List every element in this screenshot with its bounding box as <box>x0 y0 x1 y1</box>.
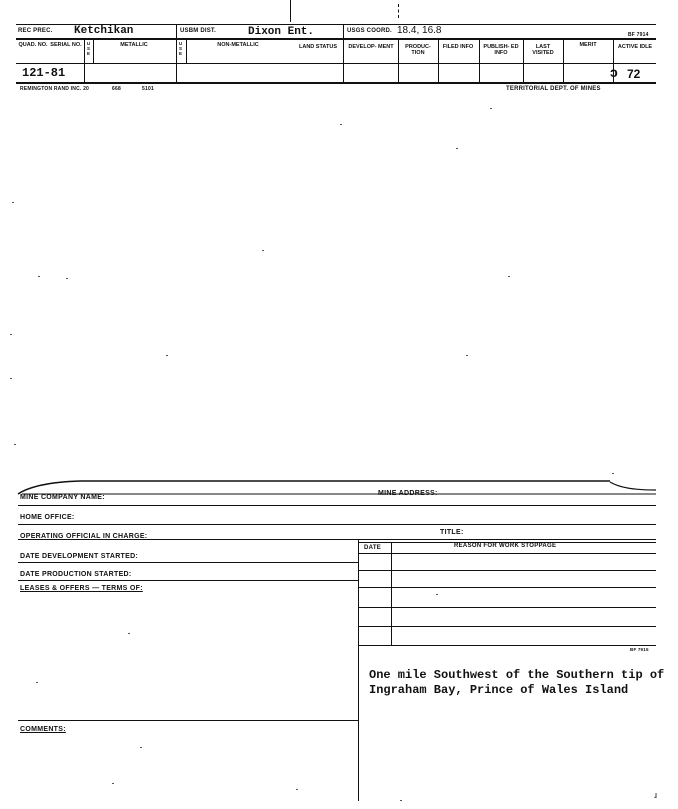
operating-official-label: OPERATING OFFICIAL IN CHARGE: <box>20 533 148 540</box>
comments-label: COMMENTS: <box>20 726 66 733</box>
speck <box>10 334 12 335</box>
usgs-coord-value: 18.4, 16.8 <box>397 25 442 36</box>
usbm-dist-value: Dixon Ent. <box>248 26 315 38</box>
printer-code-1: 668 <box>112 86 121 92</box>
col-merit: MERIT <box>579 42 597 48</box>
date-development-label: DATE DEVELOPMENT STARTED: <box>20 553 139 560</box>
reason-col-header: REASON FOR WORK STOPPAGE <box>454 543 557 549</box>
speck <box>12 202 14 203</box>
col-production: PRODUC- TION <box>405 44 431 56</box>
col-development: DEVELOP- MENT <box>348 44 394 50</box>
speck <box>436 594 438 595</box>
col-div-3 <box>398 38 399 82</box>
date-production-label: DATE PRODUCTION STARTED: <box>20 571 132 578</box>
speck <box>36 682 38 683</box>
leases-offers-label: LEASES & OFFERS — TERMS OF: <box>20 585 143 592</box>
rec-prec-value: Ketchikan <box>74 25 134 37</box>
rule-stoppage-2 <box>358 570 656 571</box>
speck <box>140 747 142 748</box>
speck <box>508 276 510 277</box>
col-div-2b <box>186 38 187 63</box>
col-divider-b <box>343 24 344 82</box>
form-number-top: BF 7914 <box>628 32 649 38</box>
speck <box>66 278 68 279</box>
mine-company-name-label: MINE COMPANY NAME: <box>20 494 105 501</box>
rule-production <box>18 580 358 581</box>
date-col-divider <box>391 542 392 646</box>
printer-code-2: 5101 <box>142 86 154 92</box>
speck <box>340 124 342 125</box>
usbm-dist-label: USBM DIST. <box>180 28 217 34</box>
col-land-status: LAND STATUS <box>299 44 337 50</box>
quad-serial-value: 121-81 <box>22 66 66 80</box>
active-idle-value: 72 <box>627 67 641 81</box>
col-div-7 <box>563 38 564 82</box>
speck <box>38 276 40 277</box>
speck <box>456 148 458 149</box>
top-tick-left <box>290 0 291 22</box>
col-active-idle: ACTIVE IDLE <box>617 44 653 50</box>
rule-stoppage-6 <box>358 645 656 646</box>
location-line-2: Ingraham Bay, Prince of Wales Island <box>369 683 629 697</box>
col-quad-no: QUAD. NO. <box>18 42 48 48</box>
usgs-coord-label: USGS COORD. <box>347 28 392 34</box>
col-div-1b <box>93 38 94 63</box>
col-serial-no: SERIAL NO. <box>50 42 82 48</box>
top-tick-right <box>398 4 399 18</box>
col-use-1: U S E <box>86 41 91 56</box>
speck <box>490 108 492 109</box>
rule-stoppage-4 <box>358 607 656 608</box>
col-div-6 <box>523 38 524 82</box>
form-number-bottom: BF 7915 <box>630 647 649 652</box>
speck <box>262 250 264 251</box>
form-top-curve <box>10 474 658 500</box>
col-div-5 <box>479 38 480 82</box>
header-bottom-rule <box>16 82 656 84</box>
speck <box>10 378 12 379</box>
col-last-visited: LAST VISITED <box>532 44 554 56</box>
speck <box>296 789 298 790</box>
header-rule-3 <box>16 63 656 64</box>
location-line-1: One mile Southwest of the Southern tip of <box>369 668 665 682</box>
speck <box>466 355 468 356</box>
corner-mark: ɹ <box>654 790 657 800</box>
col-div-4 <box>438 38 439 82</box>
rule-stoppage-5 <box>358 626 656 627</box>
rule-stoppage-3 <box>358 587 656 588</box>
header-rule-2 <box>16 38 656 40</box>
col-use-2: U S E <box>178 41 183 56</box>
check-mark: ↄ <box>610 64 618 80</box>
col-published-info: PUBLISH- ED INFO <box>483 44 519 56</box>
title-label: TITLE: <box>440 529 464 536</box>
rule-official <box>18 539 656 540</box>
mine-address-label: MINE ADDRESS: <box>378 490 438 497</box>
speck <box>400 800 402 801</box>
center-divider <box>358 539 359 801</box>
speck <box>112 783 114 784</box>
rule-home-office <box>18 524 656 525</box>
rule-development <box>18 562 358 563</box>
col-non-metallic: NON-METALLIC <box>217 42 259 48</box>
date-col-header: DATE <box>364 545 382 551</box>
rule-comments <box>18 720 358 721</box>
rec-prec-label: REC PREC. <box>18 28 53 34</box>
speck <box>166 355 168 356</box>
col-divider-a <box>176 24 177 82</box>
col-filed-info: FILED INFO <box>442 44 474 50</box>
printer-text: REMINGTON RAND INC. 20 <box>20 86 90 92</box>
rule-company <box>18 505 656 506</box>
rule-stoppage-1 <box>358 553 656 554</box>
speck <box>14 444 16 445</box>
speck <box>128 633 130 634</box>
col-div-1 <box>84 38 85 82</box>
department-text: TERRITORIAL DEPT. OF MINES <box>506 86 601 92</box>
col-metallic: METALLIC <box>120 42 148 48</box>
home-office-label: HOME OFFICE: <box>20 514 75 521</box>
